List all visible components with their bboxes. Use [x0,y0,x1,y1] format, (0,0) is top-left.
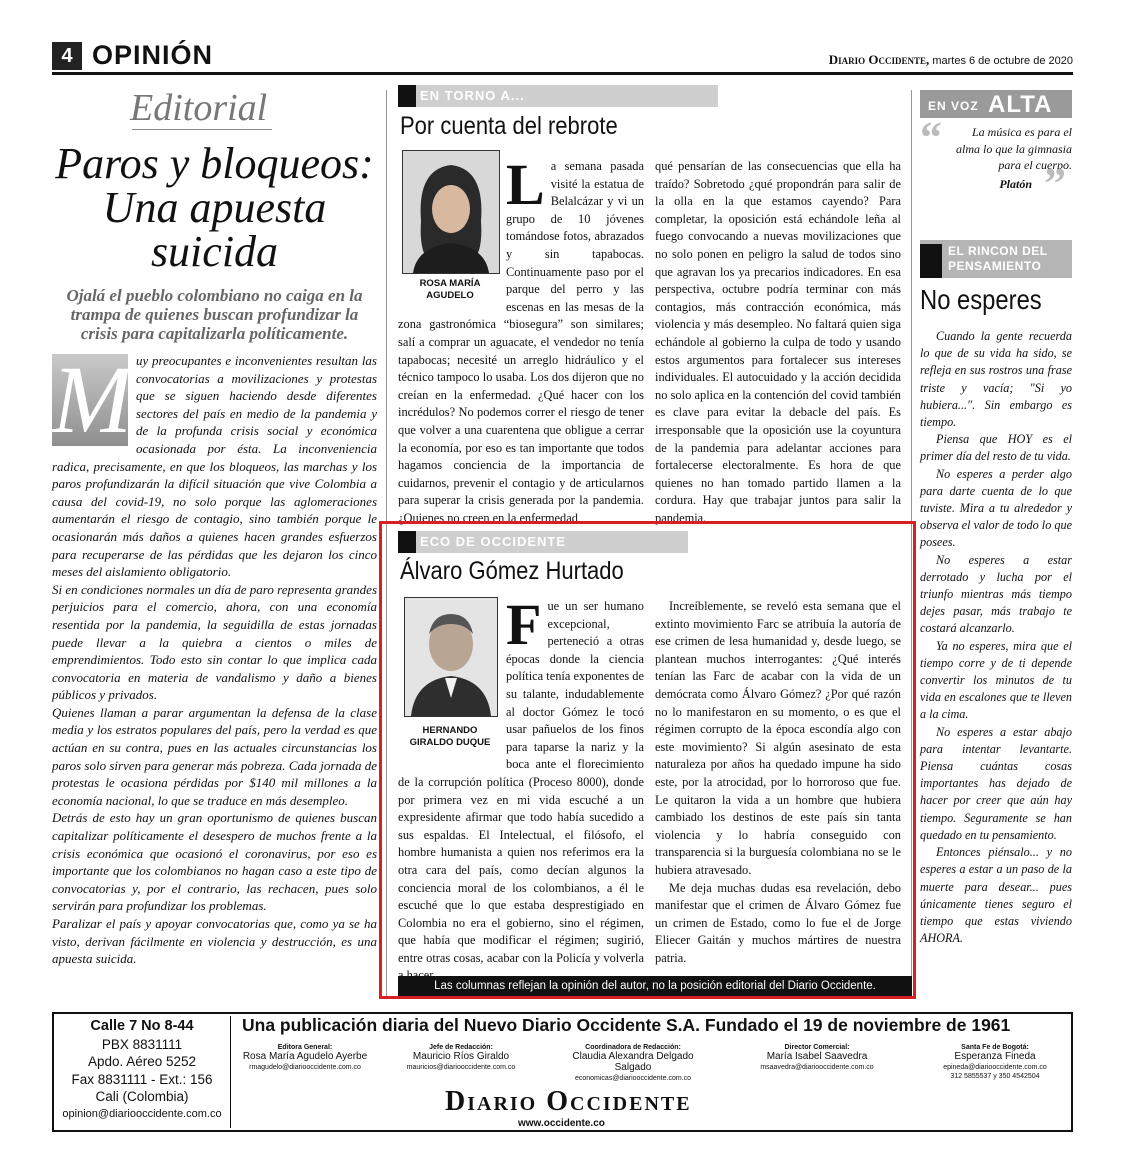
editorial-deck: Ojalá el pueblo colombiano no caiga en la trampa de quienes buscan profundizar la crisis para capitalizarla políticamente. [66,286,363,343]
photo-spacer [398,158,506,300]
editorial-paragraph: Quienes llaman a parar argumentan la defensa de la clase media y los estratos populares del país, pero la verdad es que actúan en su contra, pues en las actuales circunstancias los paros solo sirven para generar más pobreza. Cada jornada de protestas le ocasiona pérdidas por $140 mil millones a la economía nacional, lo que se traduce en más desempleo. [52,704,377,808]
staff-name: Esperanza Fineda [954,1051,1036,1062]
staff-role: Director Comercial: [784,1044,850,1051]
rincon-label-text: EL RINCON DEL PENSAMIENTO [948,244,1048,273]
photo-spacer [398,598,506,758]
eco-headline: Álvaro Gómez Hurtado [400,557,624,585]
kicker-rule [132,129,272,130]
pbx: PBX 8831111 [101,1036,183,1052]
staff-credit [558,1044,708,1082]
address: Calle 7 No 8-44 [90,1018,194,1034]
rincon-paragraph: No esperes a estar abajo para intentar levantarte. Piensa cuántas cosas importantes has dejado de hacer por creer que aún hay tiempo. Seguramente se han quedado en tu pensamiento. [920,724,1072,842]
rincon-paragraph: Ya no esperes, mira que el tiempo corre y de ti depende convertir los minutos de tu vida en escalones que te lleven a la cima. [920,638,1072,722]
editorial-body [52,346,377,968]
rincon-body [920,328,1072,947]
staff-role: Coordinadora de Redacción: [585,1044,681,1051]
editorial-paragraph: uy preocupantes e inconvenientes resultan las convocatorias a movilizaciones y protestas que se siguen haciendo desde diferentes sectores del país en medio de la pandemia y de la profunda crisis social y económica ocasionada por ésta. La inconveniencia radica, precisamente, en que los bloqueos, las marchas y los paros profundizarán la difícil situación que vive Colombia a causa del covid-19, no solo porque las aglomeraciones aumentarán el riesgo de contagio, sino también porque le ocasionarán más daños a quienes hacen grandes esfuerzos para recuperarse de las pérdidas que les dejaron los cinco meses del aislamiento obligatorio. [52,353,377,580]
staff-name: Rosa María Agudelo Ayerbe [242,1051,368,1062]
staff-credit [920,1044,1070,1080]
open-quote-icon: “ [920,113,942,162]
torno-dropcap: L [506,152,545,217]
footer-tagline: Una publicación diaria del Nuevo Diario Occidente S.A. Fundado el 19 de noviembre de 1961 [242,1015,1011,1035]
torno-headline: Por cuenta del rebrote [400,112,618,140]
staff-name: Mauricio Ríos Giraldo [412,1051,510,1062]
close-quote-icon: ” [1044,159,1066,208]
rincon-headline: No esperes [920,284,1042,315]
header-rule [52,72,1073,75]
staff-name: Claudia Alexandra Delgado Salgado [572,1051,694,1073]
disclaimer: Las columnas reflejan la opinión del autor, no la posición editorial del Diario Occidente. [398,976,912,996]
editorial-paragraph: Si en condiciones normales un día de paro representa grandes perjuicios para el comercio, ahora, con una economía resentida por la pandemia, la seguidilla de estas jornadas puede llevar a la quiebra a cientos o miles de emprendimientos. Todo esto sin contar lo que implica cada convocatoria en materia de vandalismo y daño a bienes públicos y privados. [52,581,377,703]
city: Cali (Colombia) [95,1089,189,1104]
staff-name: María Isabel Saavedra [766,1051,868,1062]
staff-role: Editora General: [277,1044,333,1051]
editorial-kicker: Editorial [130,87,268,129]
label-part: ALTA [988,91,1053,118]
staff-credit [386,1044,536,1071]
masthead-date [829,52,1073,68]
rincon-paragraph: No esperes a estar derrotado y lucha por el triunfo mientras más tiempo dejes pasar, más trabajo te costará alcanzarlo. [920,552,1072,636]
rincon-paragraph: Cuando la gente recuerda lo que de su vida ha sido, se refleja en sus rostros una frase triste y vacía; "Si yo hubiera...". Sin embargo es tiempo. [920,329,1072,430]
staff-email: mauricios@diariooccidente.com.co [406,1064,516,1071]
section-bar-torno [398,85,718,107]
brand-name: Diario Occidente, [828,52,930,67]
contact-block [58,1018,226,1123]
rincon-paragraph: No esperes a perder algo para darte cuenta de lo que tuviste. Mira a tu alrededor y observa el valor de todo lo que posees. [920,466,1072,550]
issue-date: martes 6 de octubre de 2020 [929,55,1073,67]
footer-divider [230,1016,231,1128]
rincon-label [920,240,1072,278]
quote-author: Platón [999,176,1032,191]
fax: Fax 8831111 - Ext.: 156 [71,1071,213,1087]
eco-column-2 [655,598,901,970]
newspaper-logo: Diario Occidente [445,1086,692,1117]
staff-credit [742,1044,892,1071]
eco-column-1 [398,592,644,970]
staff-role: Jefe de Redacción: [429,1044,493,1051]
quote-body: La música es para el alma lo que la gimnasia para el cuerpo. [956,125,1072,172]
apdo: Apdo. Aéreo 5252 [87,1054,197,1069]
torno-column-1 [398,152,644,525]
rincon-paragraph: Piensa que HOY es el primer día del resto de tu vida. [920,432,1072,464]
author-caption: ROSA MARÍA AGUDELO [419,278,481,301]
editorial-dropcap: M [52,346,132,453]
section-label: ECO DE OCCIDENTE [420,534,567,549]
editorial-paragraph: Detrás de esto hay un gran oportunismo de quienes buscan capitalizar políticamente el desespero de muchos frente a la crisis económica que ocasionó el coronavirus, por eso es importante que los colombianos no hagan caso a este tipo de convocatorias y, por el contrario, las rechacen, pues solo servirán para profundizar los problemas. [52,810,377,914]
en-voz-alta-label [920,90,1072,118]
eco-paragraph: Me deja muchas dudas esa revelación, debo manifestar que el crimen de Álvaro Gómez fue un crimen de Estado, como lo fue el de Jorge Eliecer Gaitán y muchos mártires de nuestra patria. [655,880,901,965]
author-caption: HERNANDO GIRALDO DUQUE [409,725,491,748]
bar-block [920,244,942,278]
staff-email: rmagudelo@diariooccidente.com.co [249,1064,361,1071]
section-bar-eco [398,531,688,553]
label-part: EN VOZ [928,99,979,113]
editorial-paragraph: Paralizar el país y apoyar convocatorias que, como ya se ha visto, derivan fácilmente en violencia y destrucción, es una apuesta suicida. [52,916,377,967]
contact-email: opinion@diariooccidente.com.co [62,1107,222,1120]
eco-dropcap: F [506,592,542,657]
eco-col1-text: ue un ser humano excepcional, perteneció a otras épocas donde la ciencia política tenía exponentes de su talante, indudablemente al doctor Gómez le tocó usar pañuelos de los finos para taparse la nariz y la boca ante el florecimiento de la corrupción política (Proceso 8000), donde por primera vez en mi vida escuché a un expresidente afirmar que todo había sucedido a sus espaldas. El Intelectual, el filósofo, el hombre humanista a quien nos referimos era la otra cara del país, como decían algunos la conciencia moral de los colombianos, a él le escuché que lo que estaba desprestigiado en Colombia no era el gobierno, sino el régimen, que había que modificar el régimen; sugirió, entre otras cosas, acabar con la Policía y volverla [398,599,644,965]
page-number: 4 [52,42,82,70]
staff-role: Santa Fe de Bogotá: [961,1044,1029,1051]
staff-email: epineda@diariooccidente.com.co [943,1064,1047,1071]
section-label: EN TORNO A... [420,88,525,103]
torno-col1-text: a semana pasada visité la estatua de Belalcázar y vi un grupo de 10 jóvenes tomándose fotos, abrazados y sin tapabocas. Continuamente paso por el parque del perro y las escenas en las mesas de la zona gastronómica “biosegura” son similares; salí a comprar un aguacate, el vendedor no tenía tapabocas; necesité un arreglo hidráulico y el técnico tampoco lo usaba. Los dos dijeron que no creían en la enfermedad. ¿Qué hacer con los incrédulos? No podemos correr el riesgo de tener que volver a una cuarentena que obligue a cerrar la economía, por eso es tan importante que todos hagamos conciencia de la importancia de cuidarnos, prevenir el contagio y de articularnos para superar la crisis generada por la pandemia. ¿Quienes no creen en la enfermedad [398,159,644,525]
staff-credit [230,1044,380,1071]
website-link[interactable]: www.occidente.co [518,1118,605,1129]
staff-email: msaavedra@diariooccidente.com.co [760,1064,874,1071]
staff-phone: 312 5855537 y 350 4542504 [950,1073,1040,1080]
section-title: OPINIÓN [92,40,214,70]
staff-email: economicas@diariooccidente.com.co [574,1075,692,1082]
editorial-headline: Paros y bloqueos: Una apuesta suicida [55,139,374,276]
torno-column-2: qué pensarían de las consecuencias que ella ha traído? Sobretodo ¿qué propondrán para salir de la olla en la que estamos cayendo? Para completar, la oposición está echándole leña al fuego convocando a nuevas movilizaciones que no solo ponen en peligro la salud de todos sino que agravan los ya precarios indicadores. En esa perspectiva, octubre podría terminar con más contagios, más contracción económica, más violencia y más desempleo. No faltará quien siga echándole al gobierno la culpa de todo y usando estos argumentos para fortalecer sus intereses individuales. El autocuidado y la acción decidida no solo aplica en la contención del covid también es clave para evitar la debacle del país. Es irresponsable que la oposición use la coyuntura de la pandemia para adelantar acciones para fortalecerse electoralmente. Es hora de que quienes no han tomado partido llamen a la cordura. Hay que trabajar juntos para salir la pandemia. [655,159,901,525]
rincon-paragraph: Entonces piénsalo... y no esperes a estar a un paso de la muerte para desear... pues únicamente tienes seguro el tiempo que estas viviendo AHORA. [920,845,1072,946]
eco-paragraph: Increíblemente, se reveló esta semana que el extinto movimiento Farc se atribuía la autoría de ese crimen de lesa humanidad y, desde luego, se plantean muchos interrogantes: ¿Qué interés tenían las Farc de acabar con la vida de un demócrata como Álvaro Gómez? ¿Por qué razón no lo manifestaron en su momento, o es que el régimen corrupto de la época escondía algo con este movimiento? Si algún asesinato de esta naturaleza por años ha quedado impune ha sido este, por la atrocidad, por lo horroroso que fue. Le quitaron la vida a un hombre que hubiera cambiado los destinos de este país sin tanta violencia y lo habría conseguido con transparencia si la burguesía colombiana no se le hubiera atravesado. [655,599,901,877]
bar-block [398,531,416,553]
bar-block [398,85,416,107]
